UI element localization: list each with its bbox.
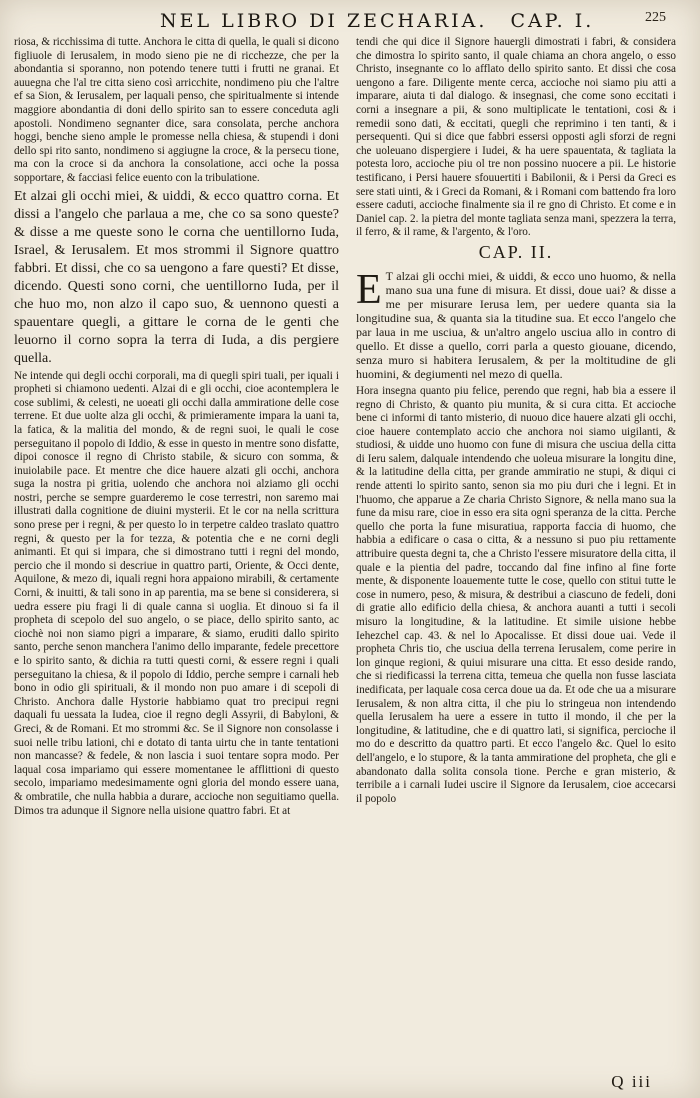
running-title-text: NEL LIBRO DI ZECHARIA. [160, 10, 488, 32]
running-title [160, 10, 594, 32]
right-scripture-passage [356, 266, 676, 381]
scripture-continuation: Et dissi, doue uai? & disse a me per misurare Ierusa lem, per uedere quanta sia la longitudine sua, & quanta sia la titudine sua. Et ecco l'angelo che par laua in me usciua, & un'altro angelo usciua allo in contro di quello. Et disse a quello, corri parla a questo giouane, dicendo, senza muro si habitera Ierusalem, & per la moltitudine de gli huomini, & degiumenti nel mezo di quella. [356, 282, 676, 381]
right-paragraph-1: tendi che qui dice il Signore hauergli dimostrati i fabri, & considera che dimostra lo spirito santo, il quale chiama an chora angelo, o esso Christo, insegnante co lo afflato dello spirito santo. Et dissi che cosa uengono a fare. Diligente mente cerca, accioche noi siamo piu atti a imparare, aiuta ti dal dialogo. & insegnasi, che come sono eccitati i corni a insegnare a pii, & sono multiplicate le tentationi, cosi & i remedii sono dati, & eccitati, quegli che reprimino i ten tanti, & i persequenti. Qui si dice que fabbri essersi opposti agli sforzi de regni che uoleuano dispergiere i Iudei, & ha uere spauentata, & tagliata la potesta loro, accioche piu ol tre non possino nuocere a pii. Le historie testificano, i Persi hauere sfouuertiti i Babilonii, & i Persi da Greci es sere stati uinti, & i Greci da Romani, & i Romani com battendo fra loro essere caduti, accioche finalmente sia il re gno di Christo. Et come e in Daniel cap. 2. la pietra del monte tagliata senza mani, spezzera la terra, il ferro, & il rame, & l'argento, & l'oro. [356, 36, 677, 239]
left-scripture-passage: Et alzai gli occhi miei, & uiddi, & ecco quattro corna. Et dissi a l'angelo che parlaua a me, che co sa sono queste? & disse a me queste sono le corna che uentillorno Iuda, Israel, & Ierusalem. Et mos strommi il Signore quattro fabbri. Et dissi, che co sa uengono a fare questi? Et disse, dicendo. Questi sono corni, che uentillorno Iuda, per il che huo mo, non alzo il capo suo, & uennono questi a spauentare quegli, a gittare le corna de le genti che leuorno il corno sopra la terra di Iuda, a dis pergiere quella. [14, 188, 339, 366]
right-commentary: Hora insegna quanto piu felice, perendo que regni, hab bia a essere il regno di Christo, & quanto piu munita, & si cura citta. Et accioche bene ci informi di tanto misterio, di nuouo dice hauere alzati gli occhi, cioe hauere contemplato accio che anchora noi siamo uigilanti, & studiosi, & uidde uno huomo con fune di misura che usciua della citta di Ieru salem, dalquale intendendo che uoleua misurare la longitu dine, & la latitudine della citta, per grande ammiratio ne stupi, & diqui ci rende attenti lo spirito santo, senon sia mo piu duri che i legni. Et in l'huomo, che apparue a Ze charia Christo Signore, & nella mano sua la fune da misu rare, cioe in esso era sita ogni speranza de la citta. Perche quello che porta la fune misuratiua, rapporta faccia di huomo, che habbia a edificare o casa o citta, & a nessuno si puo piu rettamente attribuire questa degni ta, che a Christo l'essere misuratore della citta, il quale e la pientia del padre, toccando dal fine infino al fine forte mente, & disponente loauemente tutte le cose, quello con stitui tutte le cose in numero, peso, & misura, & destribui a ciascuno de fedeli, doni di gratie allo edificio della chiesa, & anchora auanti a tutti i secoli misuro la longitudine, & la latitudine. Et simile uisione hebbe Iehezchel cap. 43. & nel lo Apocalisse. Et dissi doue uai. Vede il propheta Chris tio, che usciua della terrena Ierusalem, come perire in lon ginque regioni, & quiui misurare una citta. Et esso deside rando, che si riedificassi la terrena citta, temeua che quella non fusse lasciata inedificata, per laquale cosa cerca doue ua da. Et ode che ua a misurare Ierusalem, & non altra citta, il che piu lo stringeua non intendendo quella Ierusalem ha uere a essere in tutto il mondo, il che per la longitudine, & latitudine, che e di quattro lati, si significa, percioche il mo do e descritto da quattro parti. Et ecco l'angelo &c. Quel lo esito dell'angelo, e lo stupore, & la tanta ammiratione del propheta, che gli e abandonato dalla solita consola tione. Perche e gran misterio, & terribile a i carnali Iudei uscire il Signore da Ierusalem, cioe accecarsi il popolo [356, 384, 676, 805]
right-column [356, 36, 676, 806]
signature-mark: Q iii [611, 1072, 652, 1091]
page-header [0, 6, 700, 34]
left-column [14, 36, 339, 818]
folio-number: 225 [645, 10, 666, 25]
left-paragraph-1: riosa, & ricchissima di tutte. Anchora le citta di quella, le quali si dicono figliuole di Ierusalem, in modo sieno pie ne di ricchezze, che per la abondantia si sporanno, non potendo tenere tutti i frutti ne granai. Et auuegna che l'al tre citta sieno così arricchite, nondimeno piu che l'altre ef sa Sion, & Ierusalem, per laquali penso, che spiritualmente si intende maggiore abondantia di doni dello spirito san to essere conceduta agli apostoli. Nondimeno segnanter dice, sara consolata, perche anchora hoggi, benche sieno ample le promesse nella chiesa, & stupendi i doni dello spi rito santo, nondimeno si aggiugne la croce, & la persecu tione, ma con la croce si da anchora la consolatione, acci oche la possa sopportare, & facciasi felice euento con la tribulatione. [14, 36, 339, 184]
chapter-reference: CAP. I. [510, 10, 595, 32]
left-commentary: Ne intende qui degli occhi corporali, ma di quegli spiri tuali, per iquali i propheti si chiamono uedenti. Alzai di e gli occhi, cioe acontemplera le cose sublimi, & celesti, ne uoeati gli occhi dalla ammiratione delle cose terrene. Et due uolte alza gli occhi, & primieramente impara la uani ta, la fatica, & la malitia del mondo, & de regni suoi, le quali le cose perseguitano il popolo di Iddio, & esse in questo in mentre sono disfatte, dipoi conosce il regno di Christo stabile, & sicuro con somma, & inuiolabile pace. Et mentre che dice hauere alzati gli occhi, anchora suga la nostra pi gritia, uolendo che anchora noi alziamo gli occhi nostri, perche se sempre guarderemo le cose terrestri, non saremo mai illustrati dalla cognitione de diuini mysterii. Et le cor na nella scrittura sono prese per i regni, & per questo lo in terpetre caldeo traslato quattro regni, & questo per la for tezza, & potentia che e ne corni degli animanti. Et qui si impara, che si dimostrano tutti i regni del mondo, percio che il mondo si descriue in quattro parti, Oriente, & Occi dente, Aquilone, & mezo di, iquali regni hora appaiono mirabili, & certamente Corni, & inuitti, & tali sono in ap parentia, ma se bene si considerera, si uedra essere piu fragi li di quale canna si uoglia. Et dinouo si fa il propheta di scepolo del suo angelo, o se piace, dello spirito santo, ac ciochè noi non siamo pigri a imparare, & siamo, eruditi dallo spirito santo, perche senon manchera l'animo dello imparante, fedele precettore e lo spirito santo, & dichia ra tutti questi corni, & essere regni i quali perseguitano la chiesa, & il popolo di Iddio, perche sempre i carnali heb bono in odio gli spirituali, & il mondo non puo amare i di scepoli di Christo. Anchora dalle Hystorie habbiamo quat tro precipui regni daquali fu uessata la Iudea, cioe il regno degli Assyrii, di Babyloni, & Greci, & de Romani. Et mo strommi &c. Se il Signore non consolasse i suoi nelle tribu lationi, chi e dotato di tanta uirtu che in tante tentationi non mancasse? & fedele, & non lascia i suoi tentare sopra modo. Per laqual cosa impariamo qui essere momentanee le afflittioni di questo secolo, impariamo medesimamente ogni gloria del mondo essere uana, & ombratile, che nulla habbia a durare, accioche non seguitiamo quella. Dimos tra adunque il Signore nella uisione quattro fabri. Et at [14, 369, 340, 817]
drop-capital: E [356, 266, 382, 313]
scripture-first-line: T alzai gli occhi miei, & uiddi, & ecco uno huomo, & nella mano sua una fune di misura. [385, 268, 676, 297]
chapter-heading: CAP. II. [478, 241, 554, 262]
